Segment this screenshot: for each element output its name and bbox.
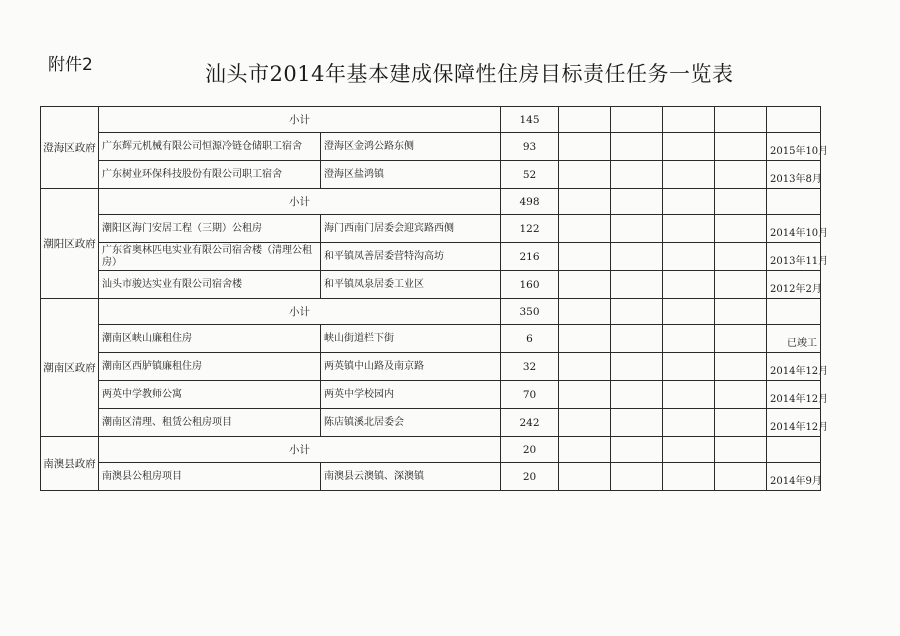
empty-cell	[663, 271, 715, 299]
subtotal-value: 350	[501, 299, 559, 325]
completion-date: 2014年12月	[767, 353, 821, 381]
empty-cell	[715, 381, 767, 409]
empty-cell	[559, 161, 611, 189]
empty-cell	[559, 243, 611, 271]
project-location: 澄海区盐鸿镇	[321, 161, 501, 189]
empty-cell	[611, 161, 663, 189]
empty-cell	[559, 107, 611, 133]
project-name: 南澳县公租房项目	[99, 463, 321, 491]
table-row	[41, 325, 821, 353]
empty-cell	[559, 381, 611, 409]
subtotal-value: 498	[501, 189, 559, 215]
empty-cell	[715, 243, 767, 271]
empty-cell	[663, 409, 715, 437]
region-name: 澄海区政府	[41, 107, 99, 189]
empty-cell	[611, 325, 663, 353]
empty-cell	[663, 325, 715, 353]
project-location: 南澳县云澳镇、深澳镇	[321, 463, 501, 491]
completion-date: 已竣工	[767, 325, 821, 353]
empty-cell	[715, 133, 767, 161]
empty-cell	[559, 133, 611, 161]
unit-count: 6	[501, 325, 559, 353]
empty-cell	[559, 325, 611, 353]
project-location: 海门西南门居委会迎宾路西侧	[321, 215, 501, 243]
empty-cell	[611, 381, 663, 409]
empty-cell	[611, 133, 663, 161]
table-row	[41, 353, 821, 381]
empty-cell	[715, 325, 767, 353]
empty-cell	[715, 271, 767, 299]
empty-cell	[663, 353, 715, 381]
empty-cell	[715, 437, 767, 463]
unit-count: 242	[501, 409, 559, 437]
empty-cell	[715, 215, 767, 243]
empty-cell	[559, 189, 611, 215]
empty-cell	[715, 353, 767, 381]
project-location: 和平镇凤善居委营特沟高坊	[321, 243, 501, 271]
empty-cell	[663, 381, 715, 409]
empty-cell	[663, 215, 715, 243]
empty-cell	[559, 215, 611, 243]
empty-cell	[611, 243, 663, 271]
unit-count: 52	[501, 161, 559, 189]
empty-cell	[715, 299, 767, 325]
empty-cell	[559, 463, 611, 491]
project-location: 澄海区金鸿公路东侧	[321, 133, 501, 161]
project-name: 潮南区清理、租赁公租房项目	[99, 409, 321, 437]
table-row	[41, 243, 821, 271]
project-location: 陈店镇溪北居委会	[321, 409, 501, 437]
completion-date: 2012年2月	[767, 271, 821, 299]
completion-date: 2014年9月	[767, 463, 821, 491]
empty-cell	[611, 463, 663, 491]
subtotal-label: 小计	[99, 437, 501, 463]
unit-count: 216	[501, 243, 559, 271]
subtotal-row	[41, 299, 821, 325]
empty-cell	[767, 107, 821, 133]
region-name: 潮南区政府	[41, 299, 99, 437]
unit-count: 160	[501, 271, 559, 299]
subtotal-value: 20	[501, 437, 559, 463]
subtotal-value: 145	[501, 107, 559, 133]
empty-cell	[663, 243, 715, 271]
project-name: 潮南区峡山廉租住房	[99, 325, 321, 353]
unit-count: 93	[501, 133, 559, 161]
empty-cell	[611, 107, 663, 133]
empty-cell	[715, 161, 767, 189]
empty-cell	[611, 271, 663, 299]
region-name: 潮阳区政府	[41, 189, 99, 299]
table-row	[41, 463, 821, 491]
subtotal-label: 小计	[99, 107, 501, 133]
empty-cell	[715, 107, 767, 133]
empty-cell	[715, 409, 767, 437]
completion-date: 2014年12月	[767, 381, 821, 409]
table-row	[41, 161, 821, 189]
empty-cell	[559, 409, 611, 437]
table-row	[41, 271, 821, 299]
project-name: 两英中学教师公寓	[99, 381, 321, 409]
housing-target-table	[40, 106, 829, 491]
subtotal-row	[41, 107, 821, 133]
page-title: 汕头市2014年基本建成保障性住房目标责任任务一览表	[205, 62, 734, 86]
table-row	[41, 409, 821, 437]
unit-count: 70	[501, 381, 559, 409]
completion-date: 2014年12月	[767, 409, 821, 437]
project-location: 和平镇凤泉居委工业区	[321, 271, 501, 299]
project-location: 两英中学校园内	[321, 381, 501, 409]
empty-cell	[611, 409, 663, 437]
empty-cell	[611, 437, 663, 463]
empty-cell	[611, 299, 663, 325]
subtotal-label: 小计	[99, 189, 501, 215]
empty-cell	[715, 463, 767, 491]
empty-cell	[767, 189, 821, 215]
project-name: 潮阳区海门安居工程（三期）公租房	[99, 215, 321, 243]
subtotal-row	[41, 437, 821, 463]
region-name: 南澳县政府	[41, 437, 99, 491]
table-row	[41, 215, 821, 243]
project-name: 广东省奥林匹电实业有限公司宿舍楼（清理公租房）	[99, 243, 321, 271]
completion-date: 2015年10月	[767, 133, 821, 161]
empty-cell	[663, 161, 715, 189]
completion-date: 2013年11月	[767, 243, 821, 271]
completion-date: 2014年10月	[767, 215, 821, 243]
unit-count: 20	[501, 463, 559, 491]
empty-cell	[767, 299, 821, 325]
subtotal-row	[41, 189, 821, 215]
project-name: 广东树业环保科技股份有限公司职工宿舍	[99, 161, 321, 189]
empty-cell	[663, 189, 715, 215]
completion-date: 2013年8月	[767, 161, 821, 189]
empty-cell	[559, 299, 611, 325]
empty-cell	[663, 437, 715, 463]
unit-count: 32	[501, 353, 559, 381]
attachment-label: 附件2	[48, 55, 93, 75]
empty-cell	[715, 189, 767, 215]
project-name: 汕头市骏达实业有限公司宿舍楼	[99, 271, 321, 299]
empty-cell	[611, 215, 663, 243]
project-name: 广东辉元机械有限公司恒源冷链仓储职工宿舍	[99, 133, 321, 161]
project-location: 峡山街道栏下街	[321, 325, 501, 353]
empty-cell	[663, 299, 715, 325]
table-row	[41, 381, 821, 409]
project-location: 两英镇中山路及南京路	[321, 353, 501, 381]
project-name: 潮南区西胪镇廉租住房	[99, 353, 321, 381]
unit-count: 122	[501, 215, 559, 243]
empty-cell	[559, 271, 611, 299]
empty-cell	[663, 107, 715, 133]
empty-cell	[611, 189, 663, 215]
empty-cell	[663, 463, 715, 491]
empty-cell	[559, 353, 611, 381]
empty-cell	[767, 437, 821, 463]
table-row	[41, 133, 821, 161]
empty-cell	[611, 353, 663, 381]
empty-cell	[559, 437, 611, 463]
empty-cell	[663, 133, 715, 161]
subtotal-label: 小计	[99, 299, 501, 325]
